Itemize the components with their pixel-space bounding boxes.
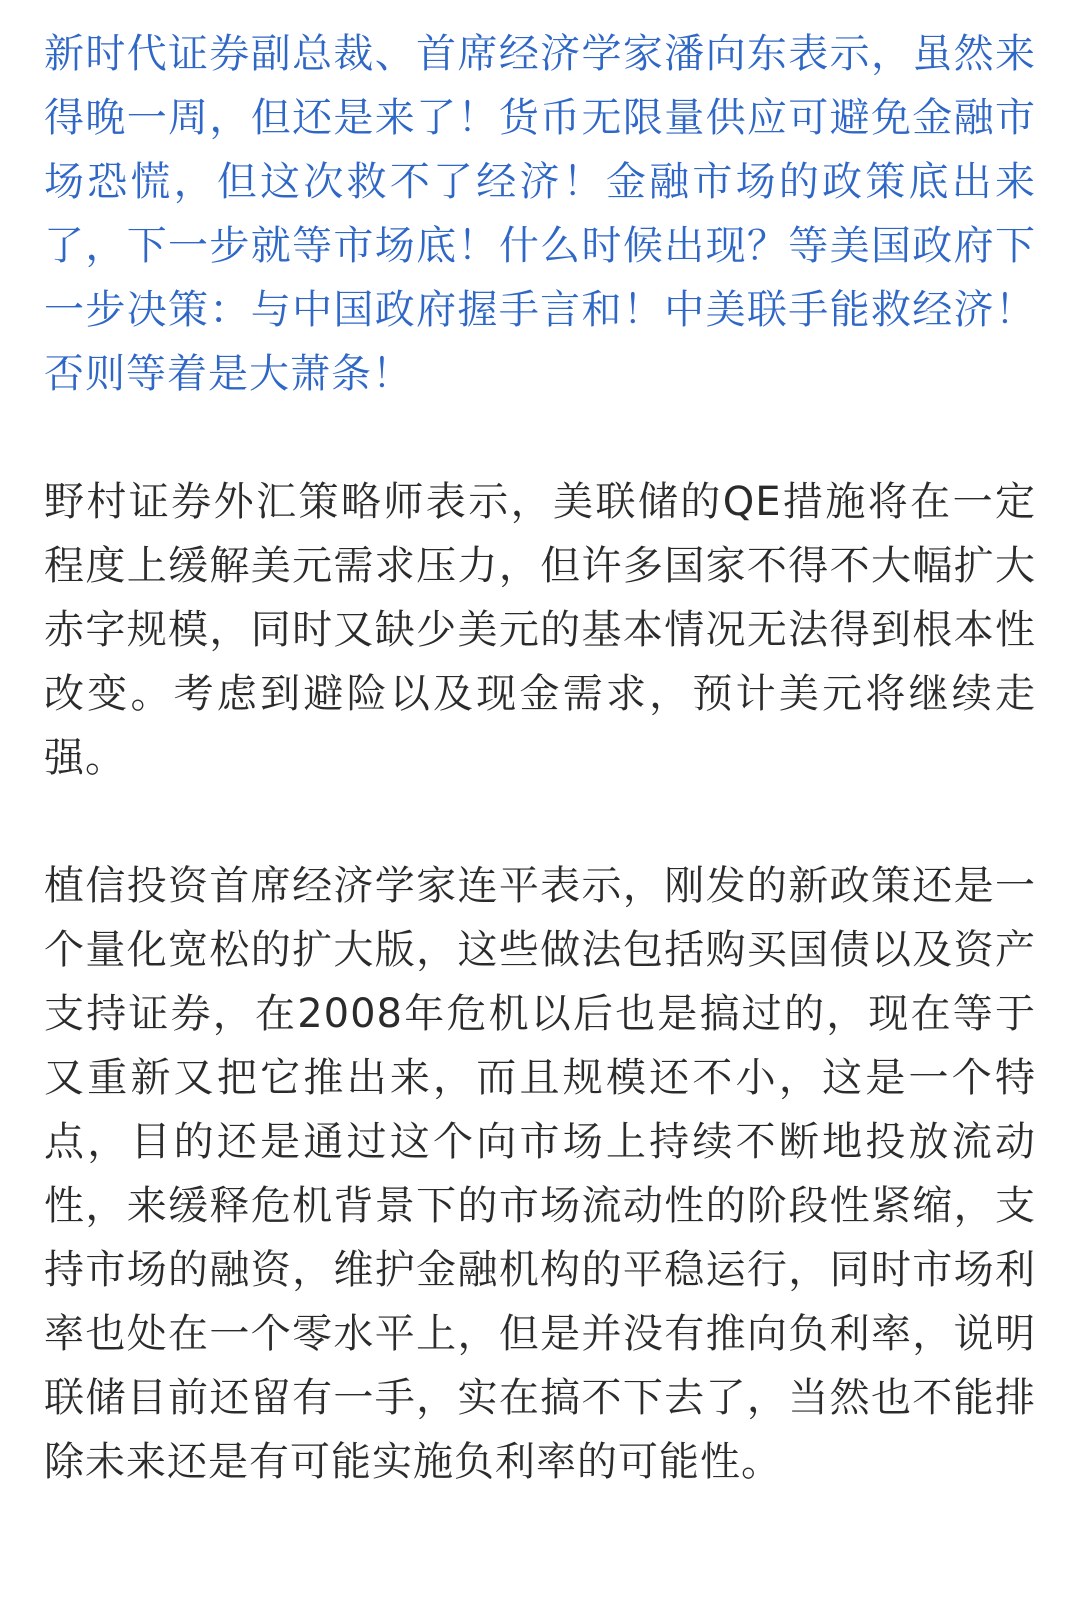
paragraph-gap [44,406,1036,470]
paragraph-lianping: 植信投资首席经济学家连平表示，刚发的新政策还是一个量化宽松的扩大版，这些做法包括购买国债以及资产支持证券，在2008年危机以后也是搞过的，现在等于又重新又把它推出来，而且规模还不小，这是一个特点，目的还是通过这个向市场上持续不断地投放流动性，来缓释危机背景下的市场流动性的阶段性紧缩，支持市场的融资，维护金融机构的平稳运行，同时市场利率也处在一个零水平上，但是并没有推向负利率，说明联储目前还留有一手，实在搞不下去了，当然也不能排除未来还是有可能实施负利率的可能性。 [44,863,1036,1485]
paragraph-nomura: 野村证券外汇策略师表示，美联储的QE措施将在一定程度上缓解美元需求压力，但许多国家不得不大幅扩大赤字规模，同时又缺少美元的基本情况无法得到根本性改变。考虑到避险以及现金需求，预计美元将继续走强。 [44,479,1036,781]
paragraph-highlight-quote: 新时代证券副总裁、首席经济学家潘向东表示，虽然来得晚一周，但还是来了！货币无限量供应可避免金融市场恐慌，但这次救不了经济！金融市场的政策底出来了，下一步就等市场底！什么时候出现？等美国政府下一步决策：与中国政府握手言和！中美联手能救经济！否则等着是大萧条！ [44,31,1036,397]
paragraph-gap [44,790,1036,854]
